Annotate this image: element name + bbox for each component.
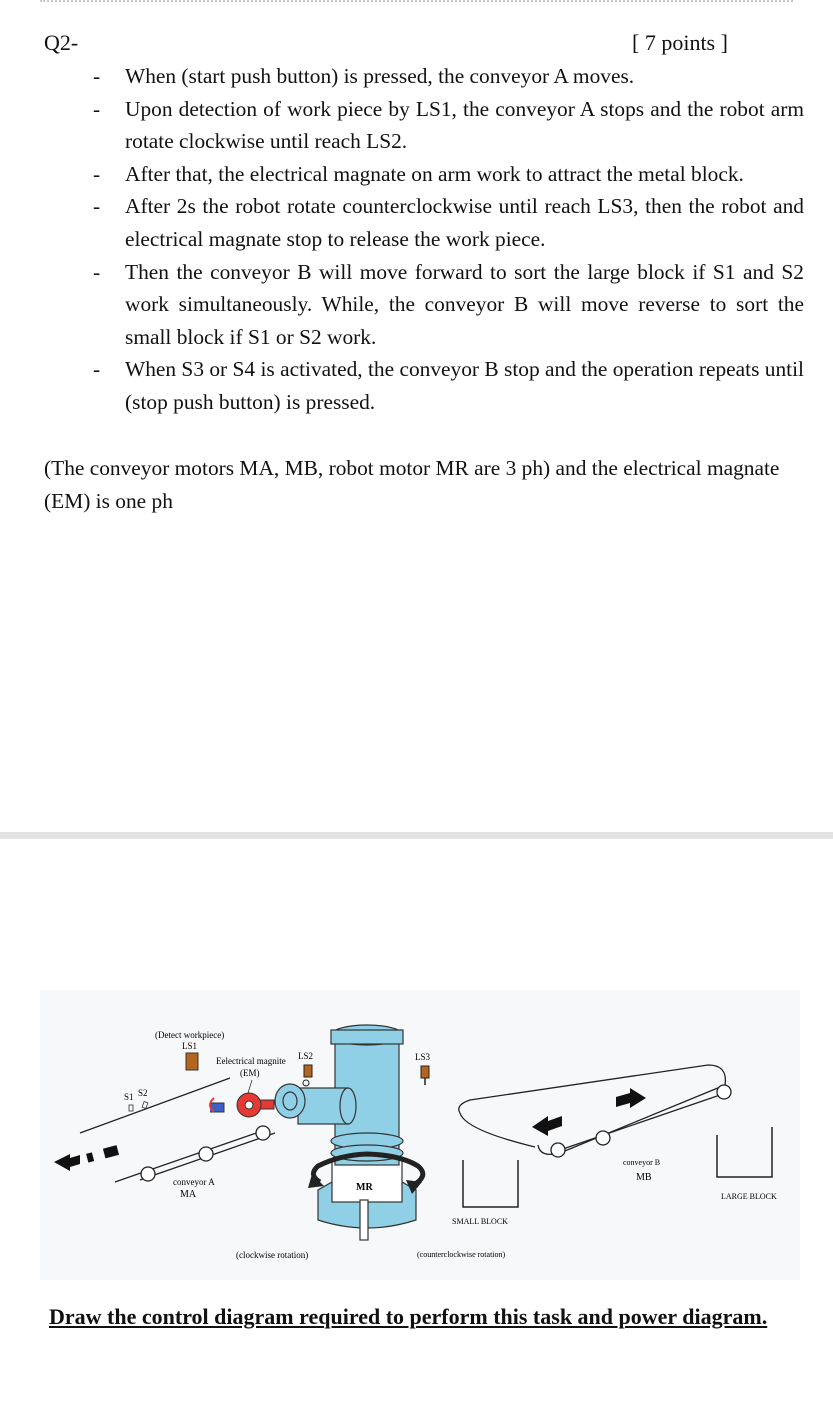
em-abbr: (EM): [240, 1068, 260, 1078]
instruction-text: Draw the control diagram required to perform this task and power diagram.: [49, 1304, 768, 1329]
conveyor-b-label: conveyor B: [623, 1158, 661, 1167]
section-divider: [0, 832, 833, 839]
bullet-dash: -: [93, 259, 101, 284]
step-text: After 2s the robot rotate counterclockwise until reach LS3, then the robot and electrical magnate stop to release the work piece.: [125, 194, 804, 251]
steps-list: [44, 60, 804, 419]
step-item: [44, 353, 804, 418]
step-text: After that, the electrical magnate on arm work to attract the metal block.: [125, 161, 744, 186]
step-item: [44, 93, 804, 158]
mr-label: MR: [356, 1182, 373, 1193]
em-label: Eelectrical magnite: [216, 1056, 286, 1066]
ma-label: MA: [180, 1189, 197, 1200]
step-item: [44, 60, 804, 93]
mb-label: MB: [636, 1172, 652, 1183]
figure-background: [40, 990, 800, 1280]
instruction: [44, 1303, 804, 1331]
question-points: [ 7 points ]: [632, 30, 728, 55]
ls1-label: LS1: [182, 1041, 198, 1051]
detect-workpiece-label: (Detect workpiece): [155, 1030, 225, 1040]
motor-note: (The conveyor motors MA, MB, robot motor MR are 3 ph) and the electrical magnate (EM) is one ph: [44, 456, 780, 513]
ls2-sensor-icon: [304, 1065, 312, 1077]
bullet-dash: -: [93, 357, 101, 382]
step-item: [44, 256, 804, 354]
ls2-label: LS2: [298, 1051, 314, 1061]
s2-label: S2: [138, 1088, 148, 1098]
ls1-sensor-icon: [186, 1053, 198, 1070]
system-figure: [40, 990, 800, 1280]
clockwise-label: (clockwise rotation): [236, 1250, 309, 1260]
counterclockwise-label: (counterclockwise rotation): [417, 1250, 506, 1259]
bullet-dash: -: [93, 161, 101, 186]
large-block-label: LARGE BLOCK: [721, 1192, 777, 1201]
step-text: When (start push button) is pressed, the conveyor A moves.: [125, 64, 635, 88]
step-text: When S3 or S4 is activated, the conveyor B stop and the operation repeats until (stop push button) is pressed.: [125, 357, 804, 414]
bullet-dash: -: [93, 96, 101, 121]
step-text: Then the conveyor B will move forward to sort the large block if S1 and S2 work simultaneously. While, the conveyor B will move reverse to sort the small block if S1 or S2 work.: [125, 259, 804, 349]
small-block-label: SMALL BLOCK: [452, 1217, 508, 1226]
ls3-sensor-icon: [421, 1066, 429, 1078]
conveyor-a-label: conveyor A: [173, 1177, 215, 1187]
step-text: Upon detection of work piece by LS1, the conveyor A stops and the robot arm rotate clockwise until reach LS2.: [125, 96, 804, 154]
top-dotted-rule: [40, 0, 793, 4]
step-item: [44, 158, 804, 191]
bullet-dash: -: [93, 64, 101, 88]
question-number: Q2-: [44, 30, 79, 55]
ls3-label: LS3: [415, 1052, 431, 1062]
bullet-dash: -: [93, 194, 101, 219]
step-item: [44, 190, 804, 255]
s1-label: S1: [124, 1092, 134, 1102]
system-diagram: [40, 990, 800, 1280]
